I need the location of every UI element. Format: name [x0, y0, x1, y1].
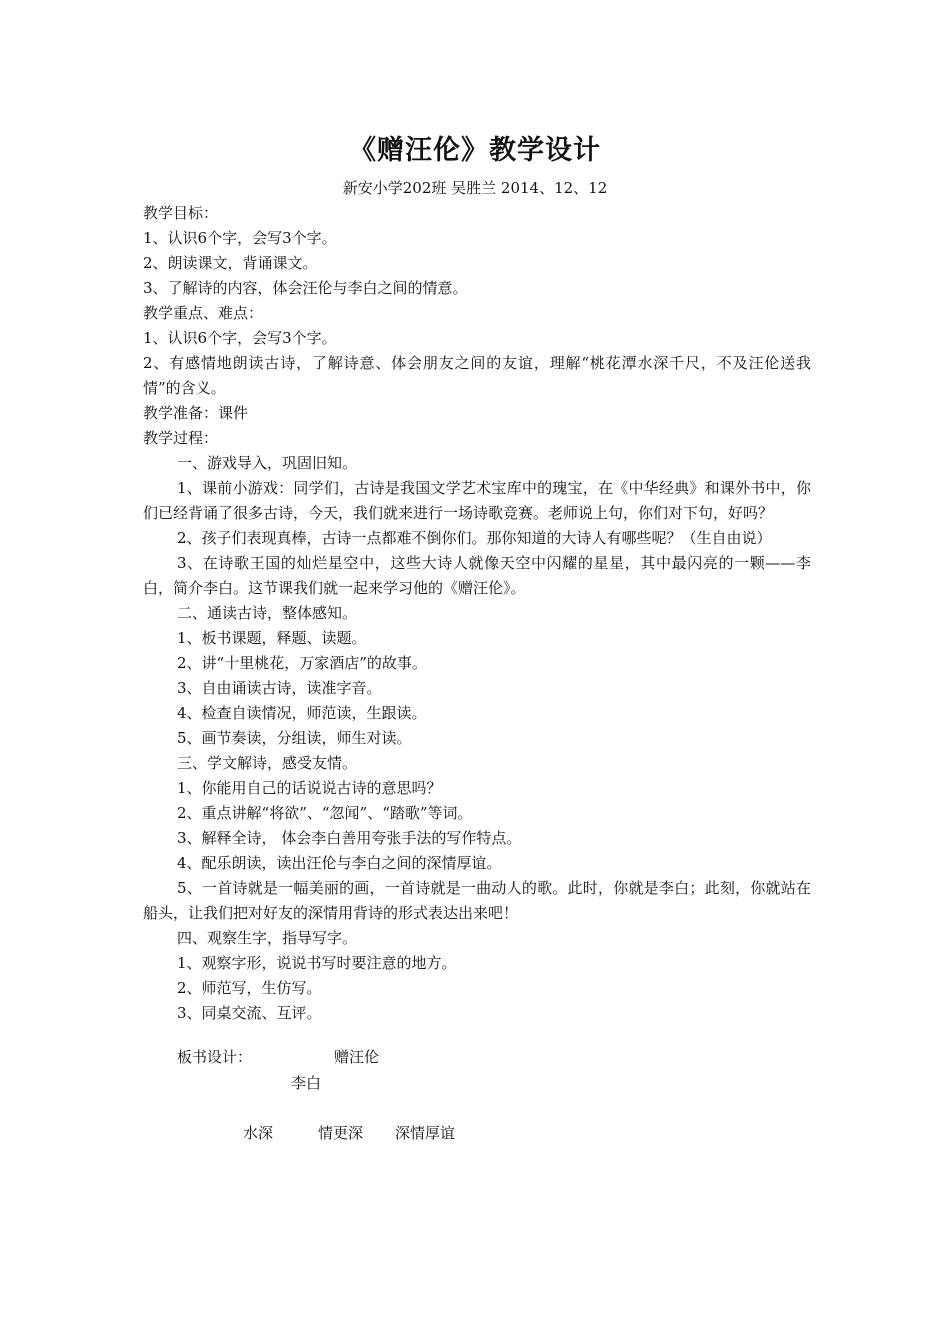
section-item: 1、课前小游戏：同学们，古诗是我国文学艺术宝库中的瑰宝，在《中华经典》和课外书中，你们已经背诵了很多古诗，今天，我们就来进行一场诗歌竞赛。老师说上句，你们对下句，好吗？ — [143, 479, 811, 522]
goals-heading: 教学目标： — [143, 204, 219, 222]
section-item: 1、你能用自己的话说说古诗的意思吗？ — [177, 779, 442, 797]
section-item: 3、同桌交流、互评。 — [177, 1004, 322, 1022]
section-item: 4、配乐朗读，读出汪伦与李白之间的深情厚谊。 — [177, 854, 502, 872]
board-author: 李白 — [291, 1074, 322, 1092]
section-item: 5、一首诗就是一幅美丽的画，一首诗就是一曲动人的歌。此时，你就是李白；此刻，你就站在船头，让我们把对好友的深情用背诗的形式表达出来吧！ — [143, 879, 811, 922]
section-item: 1、板书课题，释题、读题。 — [177, 629, 367, 647]
section-heading: 一、游戏导入，巩固旧知。 — [177, 454, 358, 472]
goal-item: 3、了解诗的内容，体会汪伦与李白之间的情意。 — [143, 279, 468, 297]
document-title: 《赠汪伦》教学设计 — [349, 135, 601, 166]
document-subtitle: 新安小学202班 吴胜兰 2014、12、12 — [342, 179, 608, 197]
board-word: 深情厚谊 — [395, 1124, 456, 1142]
document-body — [143, 201, 811, 1026]
focus-item: 2、有感情地朗读古诗，了解诗意、体会朋友之间的友谊，理解“桃花潭水深千尺，不及汪伦送我情”的含义。 — [143, 354, 811, 397]
section-item: 2、重点讲解“将欲”、“忽闻”、“踏歌”等词。 — [177, 804, 473, 822]
board-word: 水深 — [243, 1124, 274, 1142]
section-heading: 三、学文解诗，感受友情。 — [177, 754, 358, 772]
section-item: 4、检查自读情况，师范读，生跟读。 — [177, 704, 427, 722]
section-item: 3、解释全诗， 体会李白善用夸张手法的写作特点。 — [177, 829, 522, 847]
prep-line: 教学准备：课件 — [143, 404, 249, 422]
section-item: 5、画节奏读，分组读，师生对读。 — [177, 729, 412, 747]
process-heading: 教学过程： — [143, 429, 219, 447]
goal-item: 2、朗读课文，背诵课文。 — [143, 254, 318, 272]
section-item: 2、师范写，生仿写。 — [177, 979, 322, 997]
focus-heading: 教学重点、难点： — [143, 304, 264, 322]
section-heading: 二、通读古诗，整体感知。 — [177, 604, 358, 622]
section-item: 2、孩子们表现真棒，古诗一点都难不倒你们。那你知道的大诗人有哪些呢？（生自由说） — [177, 529, 772, 547]
focus-item: 1、认识6个字，会写3个字。 — [143, 329, 337, 347]
section-heading: 四、观察生字，指导写字。 — [177, 929, 358, 947]
section-item: 1、观察字形，说说书写时要注意的地方。 — [177, 954, 457, 972]
board-label: 板书设计： — [177, 1048, 253, 1066]
section-item: 3、在诗歌王国的灿烂星空中，这些大诗人就像天空中闪耀的星星，其中最闪亮的一颗——李白，简介李白。这节课我们就一起来学习他的《赠汪伦》。 — [143, 554, 811, 597]
section-item: 3、自由诵读古诗，读准字音。 — [177, 679, 382, 697]
board-word: 情更深 — [318, 1124, 364, 1142]
board-title: 赠汪伦 — [334, 1048, 380, 1066]
goal-item: 1、认识6个字，会写3个字。 — [143, 229, 337, 247]
section-item: 2、讲“十里桃花，万家酒店”的故事。 — [177, 654, 427, 672]
